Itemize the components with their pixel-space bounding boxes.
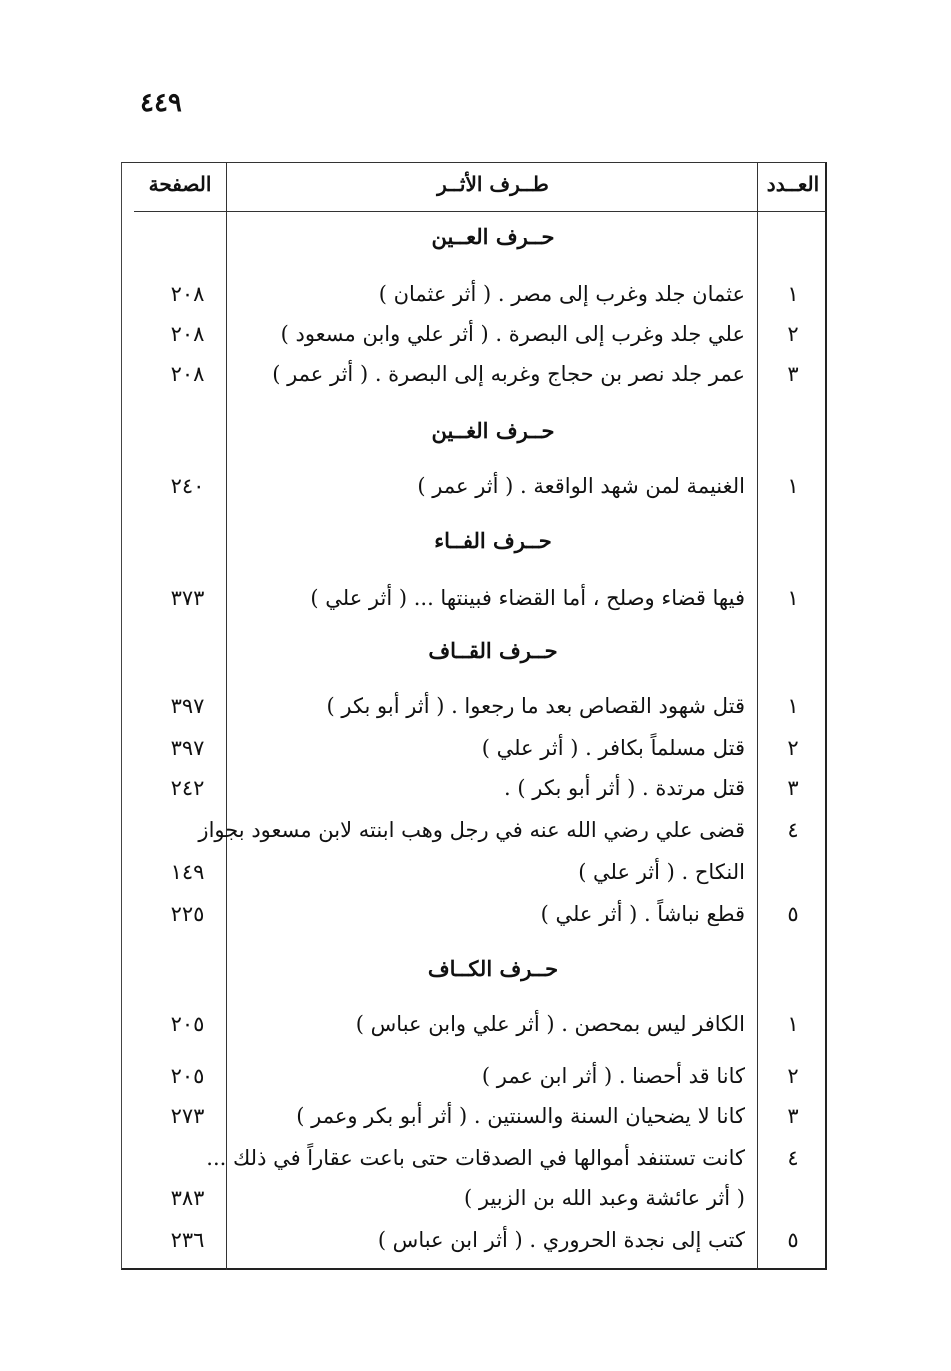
entry-text: الغنيمة لمن شهد الواقعة . ( أثر عمر ) <box>417 474 745 498</box>
entry-page: ٢٠٨ <box>170 282 205 306</box>
entry-number: ٢ <box>787 322 799 346</box>
entry-text: النكاح . ( أثر علي ) <box>578 860 745 884</box>
entry-number: ٤ <box>787 818 799 842</box>
header-page: الصفحة <box>148 172 212 196</box>
entry-page: ٣٩٧ <box>170 736 205 760</box>
entry-page: ٢٠٥ <box>170 1064 205 1088</box>
entry-text: كانا لا يضحيان السنة والسنتين . ( أثر أبو بكر وعمر ) <box>296 1104 745 1128</box>
entry-text: الكافر ليس بمحصن . ( أثر علي وابن عباس ) <box>355 1012 745 1036</box>
entry-page: ٢٣٦ <box>170 1228 205 1252</box>
entry-number: ١ <box>787 282 799 306</box>
entry-page: ٢٤٠ <box>170 474 205 498</box>
table-row <box>0 580 951 620</box>
table-row <box>0 276 951 316</box>
entry-number: ٥ <box>787 1228 799 1252</box>
entry-page: ٢٠٥ <box>170 1012 205 1036</box>
table-row <box>0 1058 951 1098</box>
entry-number: ٥ <box>787 902 799 926</box>
entry-text: عثمان جلد وغرب إلى مصر . ( أثر عثمان ) <box>378 282 745 306</box>
entry-page: ٣٩٧ <box>170 694 205 718</box>
entry-text: قتل مسلماً بكافر . ( أثر علي ) <box>481 736 745 760</box>
table-row <box>0 1180 951 1220</box>
entry-page: ٢٧٣ <box>170 1104 205 1128</box>
entry-page: ٢٠٨ <box>170 362 205 386</box>
entry-text: كتب إلى نجدة الحروري . ( أثر ابن عباس ) <box>377 1228 745 1252</box>
entry-text: كانت تستنفد أموالها في الصدقات حتى باعت عقاراً في ذلك ... <box>206 1146 745 1170</box>
entry-page: ١٤٩ <box>170 860 205 884</box>
header-atar: طــرف الأثــر <box>437 172 549 196</box>
entry-text: فيها قضاء وصلح ، أما القضاء فبينتها ... ( أثر علي ) <box>310 586 745 610</box>
table-row <box>0 1222 951 1262</box>
table-row <box>0 896 951 936</box>
table-row <box>0 1006 951 1046</box>
table-row <box>0 1140 951 1180</box>
section-title: حــرف الكــاف <box>427 956 559 981</box>
entry-number: ٢ <box>787 1064 799 1088</box>
page-number: ٤٤٩ <box>140 88 182 118</box>
entry-page: ٣٨٣ <box>170 1186 205 1210</box>
entry-number: ٣ <box>787 776 799 800</box>
entry-number: ٤ <box>787 1146 799 1170</box>
entry-text: قتل مرتدة . ( أثر أبو بكر ) . <box>504 776 745 800</box>
table-row <box>0 356 951 396</box>
table-row <box>0 812 951 852</box>
entry-text: قضى علي رضي الله عنه في رجل وهب ابنته لابن مسعود بجواز <box>198 818 745 842</box>
table-row <box>0 688 951 728</box>
header-count: العــدد <box>766 172 820 196</box>
entry-text: ( أثر عائشة وعبد الله بن الزبير ) <box>463 1186 745 1210</box>
section-title: حــرف الغــين <box>431 418 555 443</box>
entry-text: علي جلد وغرب إلى البصرة . ( أثر علي وابن مسعود ) <box>280 322 745 346</box>
table-row <box>0 468 951 508</box>
entry-number: ١ <box>787 586 799 610</box>
entry-number: ١ <box>787 1012 799 1036</box>
entry-number: ١ <box>787 474 799 498</box>
entry-page: ٢٠٨ <box>170 322 205 346</box>
entry-number: ٣ <box>787 1104 799 1128</box>
table-row <box>0 770 951 810</box>
section-title: حــرف العــين <box>431 224 555 249</box>
entry-number: ١ <box>787 694 799 718</box>
header-underline <box>134 211 826 212</box>
table-row <box>0 730 951 770</box>
section-title: حــرف القــاف <box>428 638 558 663</box>
entry-page: ٣٧٣ <box>170 586 205 610</box>
entry-page: ٢٤٢ <box>170 776 205 800</box>
section-title: حــرف الفــاء <box>434 528 552 553</box>
entry-number: ٢ <box>787 736 799 760</box>
entry-text: قطع نباشاً . ( أثر علي ) <box>540 902 745 926</box>
entry-text: عمر جلد نصر بن حجاج وغربه إلى البصرة . ( أثر عمر ) <box>272 362 745 386</box>
entry-text: كانا قد أحصنا . ( أثر ابن عمر ) <box>481 1064 745 1088</box>
entry-text: قتل شهود القصاص بعد ما رجعوا . ( أثر أبو بكر ) <box>326 694 745 718</box>
table-row <box>0 854 951 894</box>
entry-number: ٣ <box>787 362 799 386</box>
table-row <box>0 316 951 356</box>
entry-page: ٢٢٥ <box>170 902 205 926</box>
table-row <box>0 1098 951 1138</box>
